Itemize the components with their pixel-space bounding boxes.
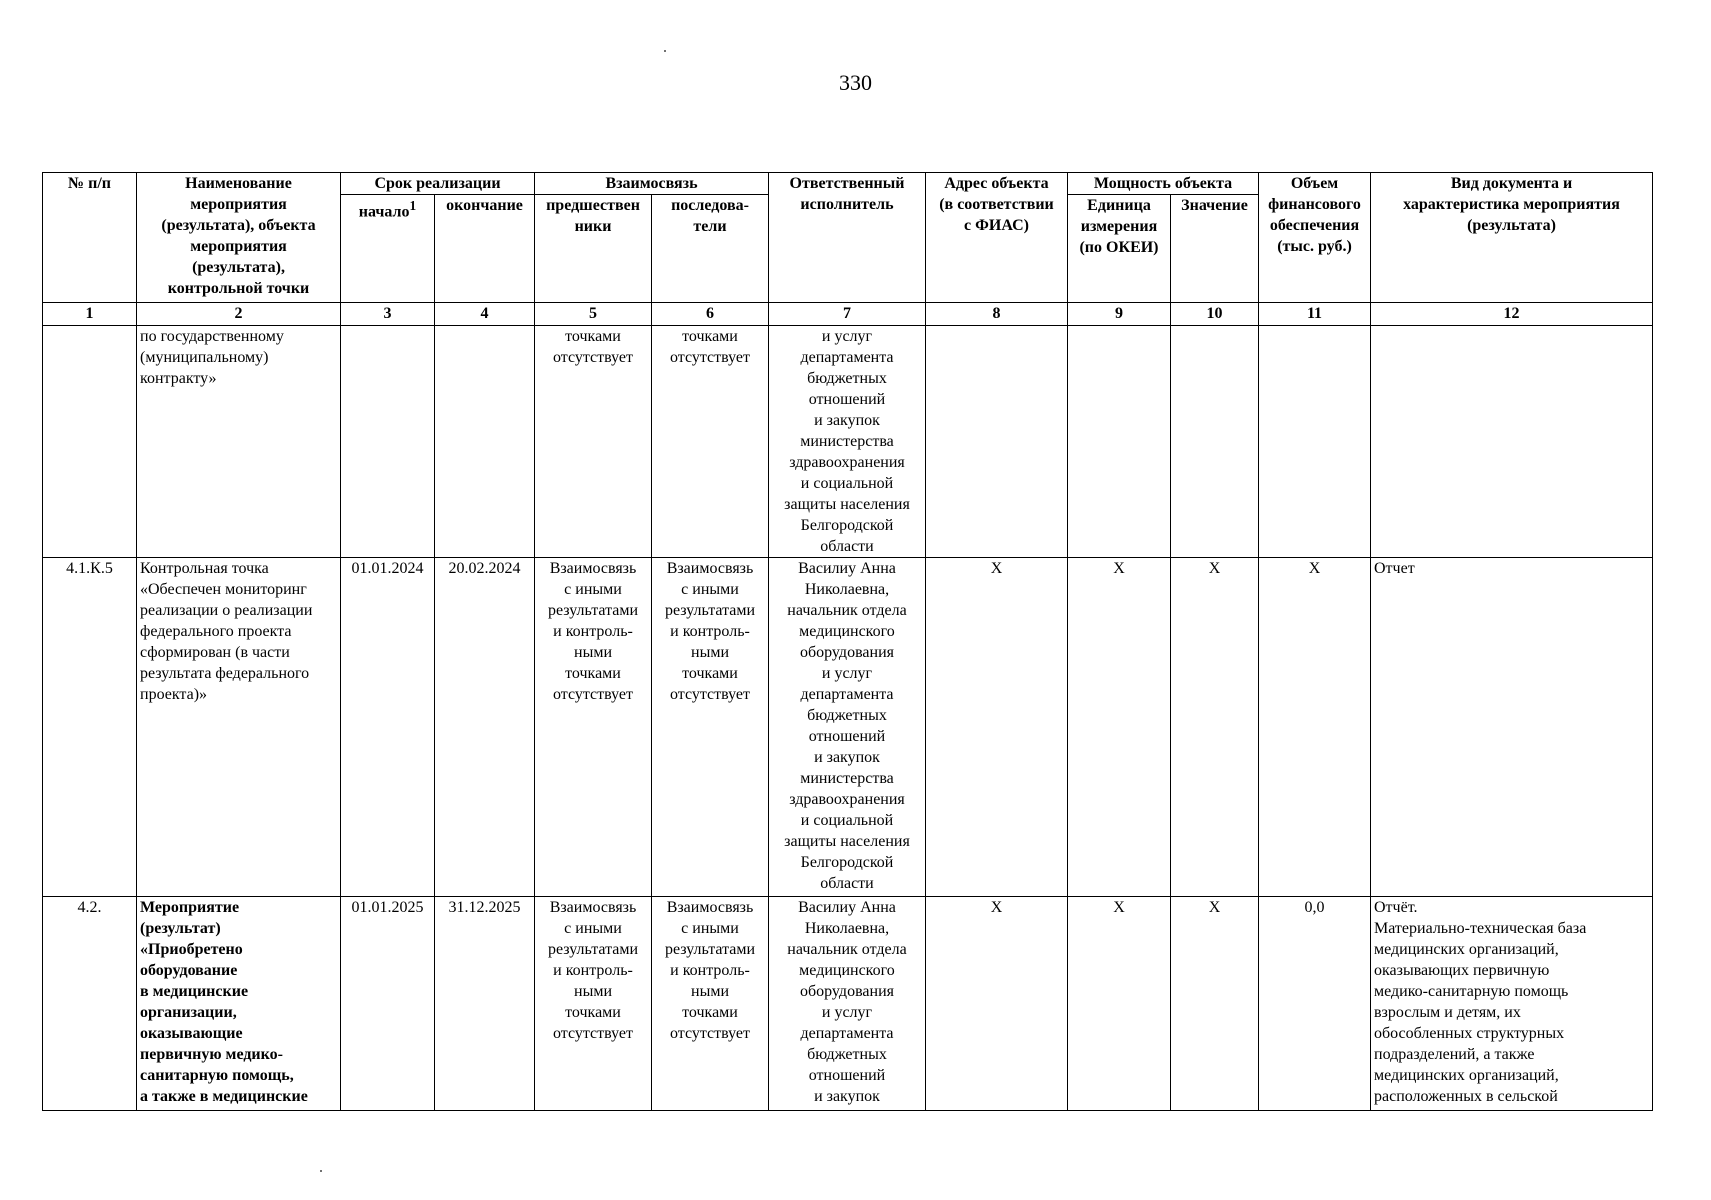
- header-end: окончание: [435, 195, 535, 303]
- header-doc-type: Вид документа и характеристика мероприятия (результата): [1371, 173, 1653, 303]
- row-successors: точками отсутствует: [652, 326, 769, 558]
- row-value: [1171, 326, 1259, 558]
- header-predecessors: предшествен ники: [535, 195, 652, 303]
- column-number: 5: [535, 303, 652, 326]
- row-responsible: Василиу Анна Николаевна, начальник отдела медицинского оборудования и услуг департамента бюджетных отношений и закупок министерства здравоохранения и социальной защиты населения Белгородской области: [769, 558, 926, 897]
- row-name: по государственному (муниципальному) контракту»: [137, 326, 341, 558]
- header-period: Срок реализации: [341, 173, 535, 195]
- column-number: 2: [137, 303, 341, 326]
- column-number: 3: [341, 303, 435, 326]
- row-name: Контрольная точка «Обеспечен мониторинг реализации о реализации федерального проекта сформирован (в части результата федерального проекта)»: [137, 558, 341, 897]
- row-end: [435, 326, 535, 558]
- table-row: [43, 558, 1653, 897]
- row-responsible: Василиу Анна Николаевна, начальник отдела медицинского оборудования и услуг департамента бюджетных отношений и закупок: [769, 897, 926, 1111]
- header-successors: последова- тели: [652, 195, 769, 303]
- header-address: Адрес объекта (в соответствии с ФИАС): [926, 173, 1068, 303]
- column-number: 10: [1171, 303, 1259, 326]
- column-number: 8: [926, 303, 1068, 326]
- column-number-row: [43, 303, 1653, 326]
- scan-speck: [320, 1170, 322, 1172]
- row-start: [341, 326, 435, 558]
- row-doc: Отчет: [1371, 558, 1653, 897]
- header-capacity: Мощность объекта: [1068, 173, 1259, 195]
- row-volume: [1259, 326, 1371, 558]
- row-end: 31.12.2025: [435, 897, 535, 1111]
- header-volume: Объем финансового обеспечения (тыс. руб.): [1259, 173, 1371, 303]
- row-num: [43, 326, 137, 558]
- header-responsible: Ответственный исполнитель: [769, 173, 926, 303]
- row-doc: [1371, 326, 1653, 558]
- page-number: 330: [839, 70, 872, 95]
- column-number: 7: [769, 303, 926, 326]
- row-predecessors: точками отсутствует: [535, 326, 652, 558]
- row-start: 01.01.2024: [341, 558, 435, 897]
- scan-speck: [664, 50, 666, 52]
- column-number: 4: [435, 303, 535, 326]
- row-name: Мероприятие (результат) «Приобретено оборудование в медицинские организации, оказывающие первичную медико- санитарную помощь, а также в медицинские: [137, 897, 341, 1111]
- row-end: 20.02.2024: [435, 558, 535, 897]
- column-number: 11: [1259, 303, 1371, 326]
- row-successors: Взаимосвязь с иными результатами и контроль- ными точками отсутствует: [652, 897, 769, 1111]
- row-address: X: [926, 558, 1068, 897]
- column-number: 12: [1371, 303, 1653, 326]
- header-relation: Взаимосвязь: [535, 173, 769, 195]
- row-value: X: [1171, 558, 1259, 897]
- row-unit: [1068, 326, 1171, 558]
- header-unit: Единица измерения (по ОКЕИ): [1068, 195, 1171, 303]
- column-number: 9: [1068, 303, 1171, 326]
- row-predecessors: Взаимосвязь с иными результатами и контроль- ными точками отсутствует: [535, 897, 652, 1111]
- row-value: X: [1171, 897, 1259, 1111]
- column-number: 1: [43, 303, 137, 326]
- header-value: Значение: [1171, 195, 1259, 303]
- footnote-mark: 1: [409, 198, 417, 213]
- row-successors: Взаимосвязь с иными результатами и контроль- ными точками отсутствует: [652, 558, 769, 897]
- header-name: Наименование мероприятия (результата), объекта мероприятия (результата), контрольной точки: [137, 173, 341, 303]
- header-num: № п/п: [43, 173, 137, 303]
- row-num: 4.1.К.5: [43, 558, 137, 897]
- row-doc: Отчёт. Материально-техническая база медицинских организаций, оказывающих первичную медико-санитарную помощь взрослым и детям, их обособленных структурных подразделений, а также медицинских организаций, расположенных в сельской: [1371, 897, 1653, 1111]
- table-row: [43, 326, 1653, 558]
- row-volume: 0,0: [1259, 897, 1371, 1111]
- row-volume: X: [1259, 558, 1371, 897]
- header-row-1: [43, 173, 1653, 195]
- row-address: [926, 326, 1068, 558]
- column-number: 6: [652, 303, 769, 326]
- row-predecessors: Взаимосвязь с иными результатами и контроль- ными точками отсутствует: [535, 558, 652, 897]
- row-start: 01.01.2025: [341, 897, 435, 1111]
- row-address: X: [926, 897, 1068, 1111]
- row-unit: X: [1068, 558, 1171, 897]
- header-start: начало$^1$: [341, 195, 435, 303]
- plan-table: [42, 172, 1653, 1111]
- table-row: [43, 897, 1653, 1111]
- row-responsible: и услуг департамента бюджетных отношений и закупок министерства здравоохранения и социальной защиты населения Белгородской области: [769, 326, 926, 558]
- row-unit: X: [1068, 897, 1171, 1111]
- row-num: 4.2.: [43, 897, 137, 1111]
